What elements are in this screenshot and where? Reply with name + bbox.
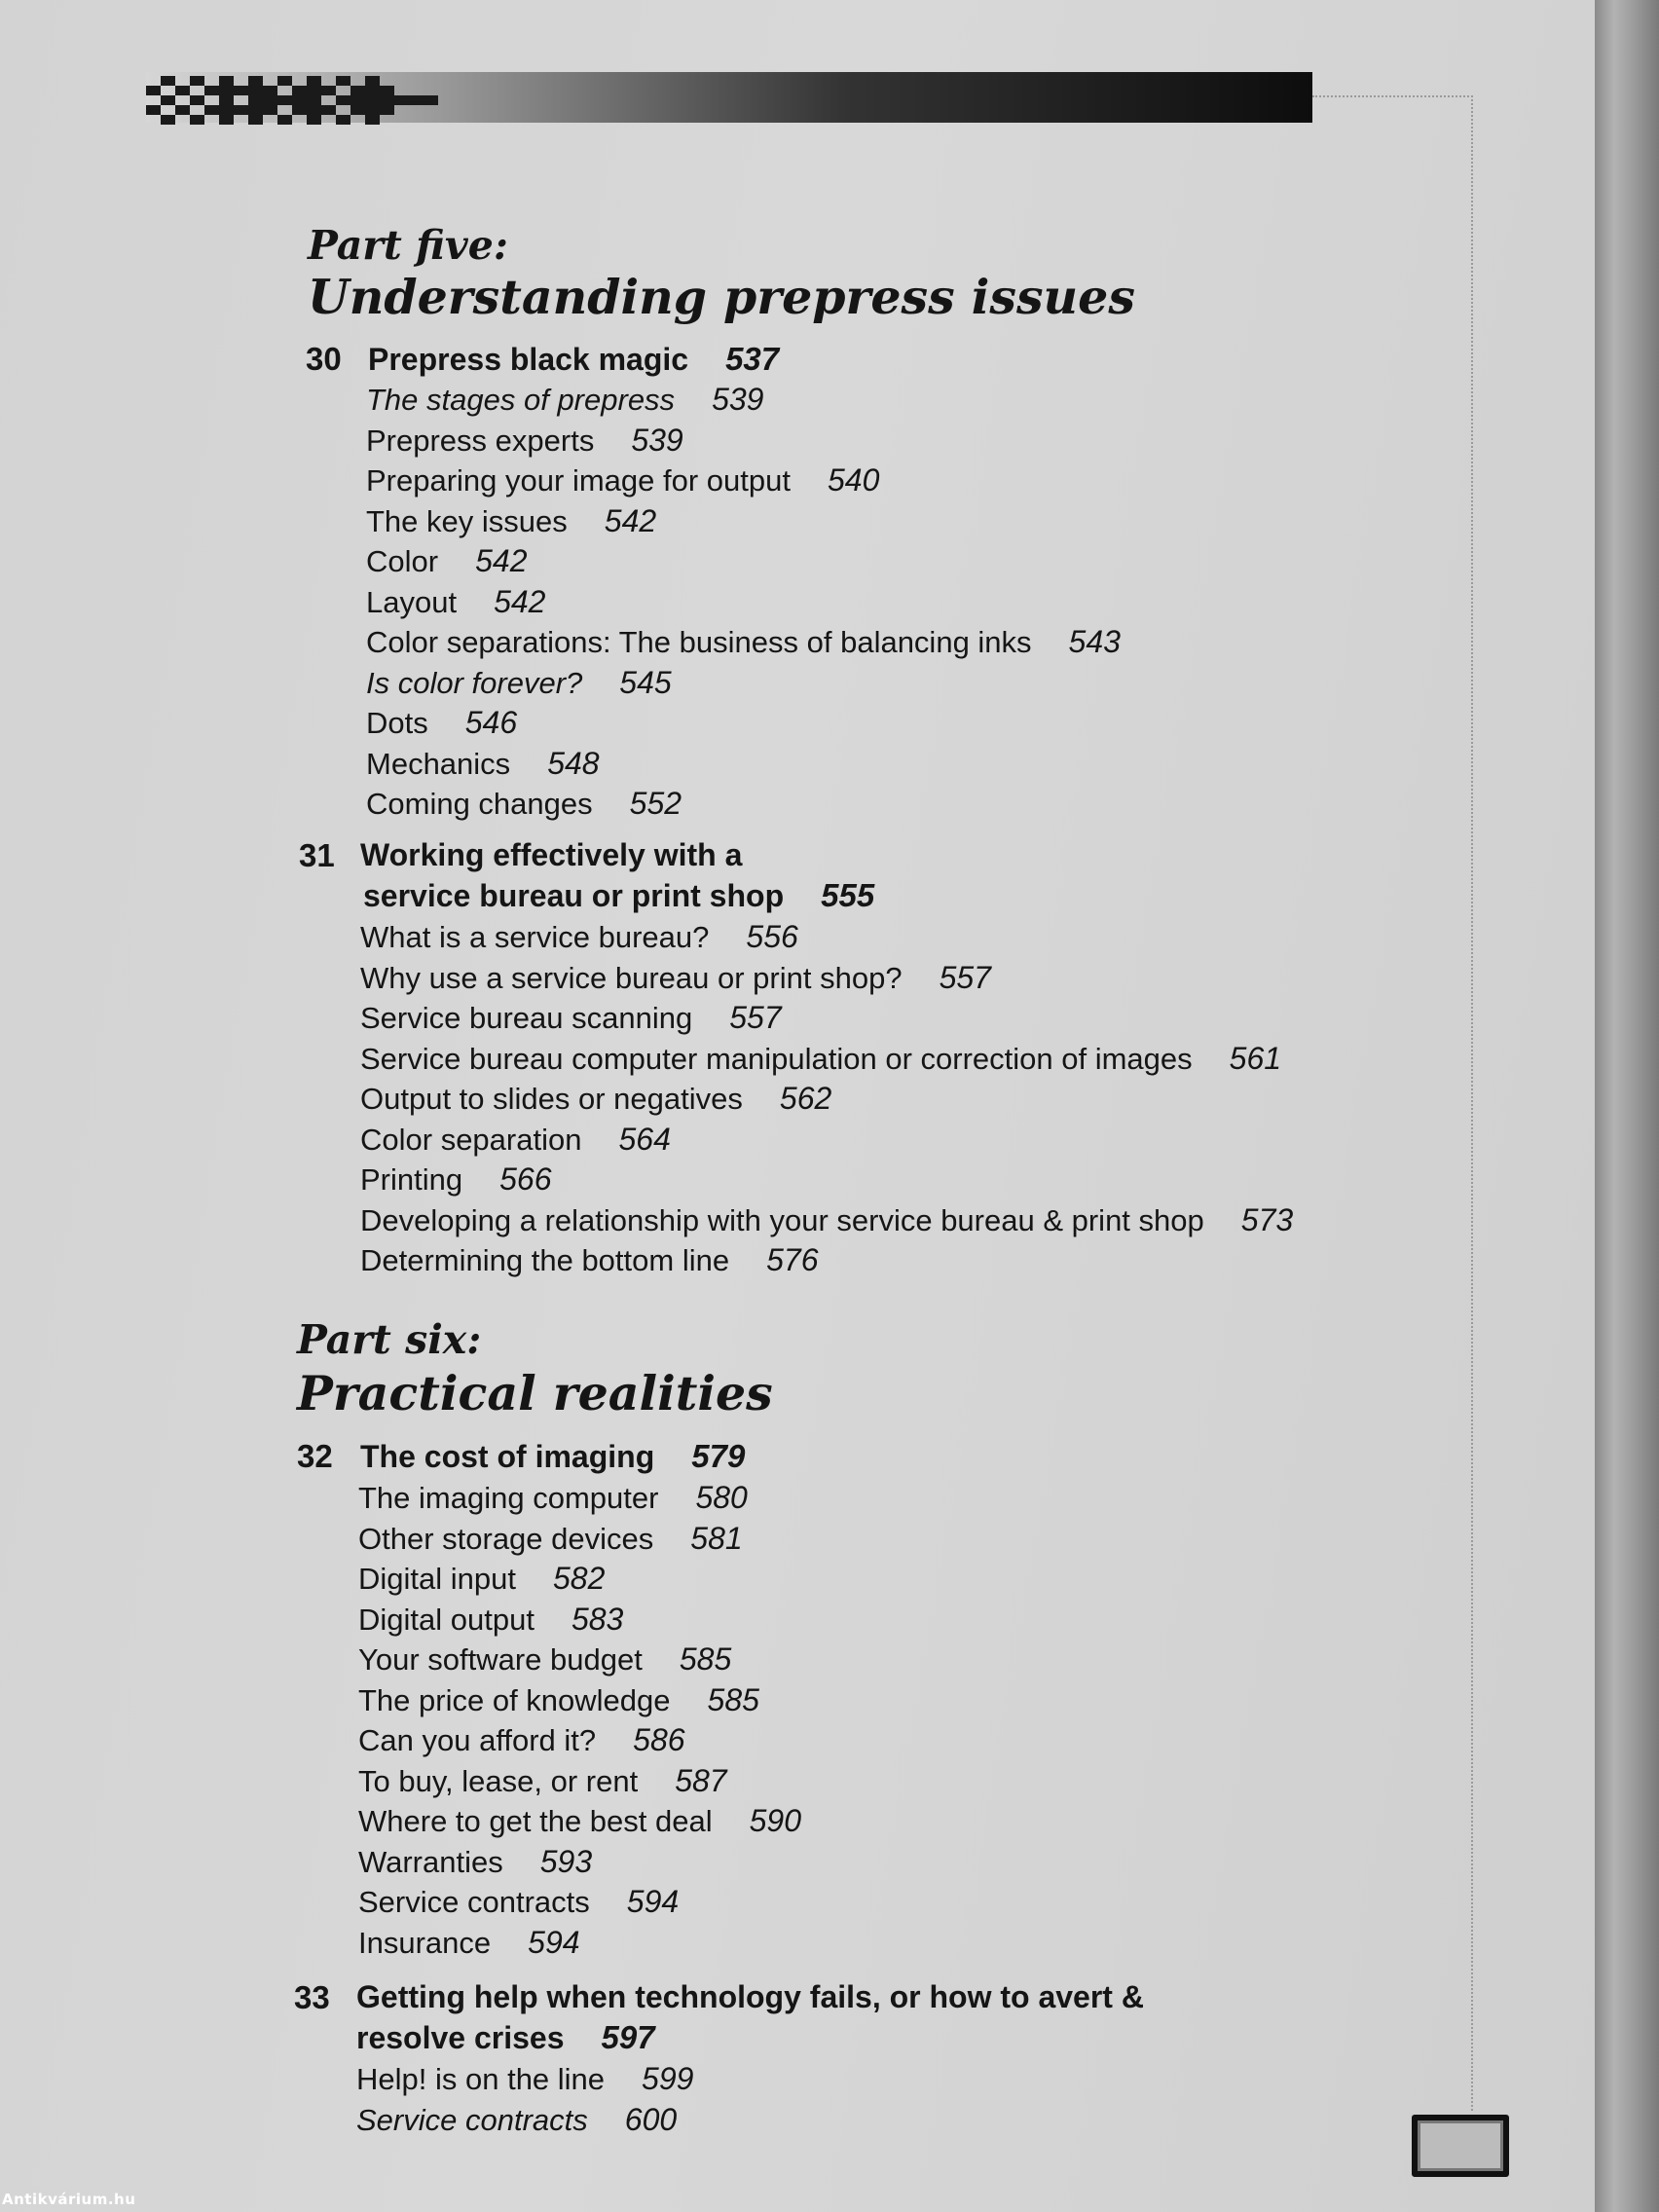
page-number: 539 bbox=[631, 422, 683, 458]
page-number: 552 bbox=[629, 786, 682, 821]
entry-title: What is a service bureau? bbox=[360, 920, 710, 954]
toc-entry bbox=[356, 2102, 677, 2138]
entry-title: Other storage devices bbox=[358, 1521, 654, 1556]
chapter-title-text: Getting help when technology fails, or how to avert & bbox=[356, 1979, 1144, 2014]
entry-title: Is color forever? bbox=[366, 665, 583, 700]
page-number: 557 bbox=[729, 1000, 782, 1035]
entry-title: Service contracts bbox=[356, 2102, 588, 2137]
page-number: 545 bbox=[619, 664, 672, 700]
page-number: 590 bbox=[749, 1803, 802, 1838]
page-number: 548 bbox=[547, 745, 600, 781]
toc-entry bbox=[360, 1161, 552, 1198]
entry-title: Coming changes bbox=[366, 787, 593, 821]
entry-title: Service bureau computer manipulation or correction of images bbox=[360, 1041, 1193, 1076]
toc-entry bbox=[366, 584, 545, 620]
entry-title: Determining the bottom line bbox=[360, 1243, 730, 1277]
entry-title: The price of knowledge bbox=[358, 1682, 671, 1717]
part-title: Understanding prepress issues bbox=[308, 269, 1135, 325]
toc-entry bbox=[366, 503, 656, 539]
watermark: Antikvárium.hu bbox=[2, 2191, 136, 2208]
toc-entry bbox=[360, 1122, 671, 1158]
toc-entry bbox=[358, 1602, 623, 1638]
entry-title: Dots bbox=[366, 706, 428, 740]
page-number: 546 bbox=[464, 705, 518, 740]
page-number: 542 bbox=[475, 543, 528, 578]
page-number: 585 bbox=[707, 1681, 759, 1717]
page-number: 539 bbox=[712, 382, 764, 417]
page-number: 566 bbox=[499, 1161, 552, 1197]
chapter-title-text: resolve crises bbox=[356, 2020, 565, 2055]
entry-title: Your software budget bbox=[358, 1642, 643, 1677]
entry-title: Help! is on the line bbox=[356, 2062, 606, 2096]
toc-entry bbox=[358, 1521, 743, 1557]
entry-title: Insurance bbox=[358, 1925, 492, 1960]
chapter-title bbox=[356, 1979, 1144, 2015]
page-number: 585 bbox=[679, 1641, 732, 1677]
page-number: 581 bbox=[690, 1520, 743, 1556]
toc-entry bbox=[366, 543, 527, 579]
page-number: 597 bbox=[601, 2019, 655, 2055]
page-number: 557 bbox=[939, 959, 991, 995]
page-number: 555 bbox=[821, 877, 875, 913]
entry-title: The key issues bbox=[366, 503, 568, 538]
toc-entry bbox=[366, 462, 879, 498]
entry-title: Where to get the best deal bbox=[358, 1804, 713, 1838]
page-number: 540 bbox=[827, 462, 880, 498]
chapter-title-text: The cost of imaging bbox=[360, 1439, 655, 1474]
part-label: Part six: bbox=[297, 1316, 482, 1363]
part-title: Practical realities bbox=[297, 1365, 773, 1421]
entry-title: To buy, lease, or rent bbox=[358, 1763, 639, 1798]
entry-title: Digital output bbox=[358, 1602, 535, 1637]
entry-title: Service bureau scanning bbox=[360, 1001, 693, 1035]
toc-entry bbox=[358, 1844, 592, 1880]
page-number: 586 bbox=[633, 1722, 685, 1757]
chapter-number: 30 bbox=[306, 341, 342, 377]
toc-entry bbox=[358, 1803, 801, 1839]
toc-entry bbox=[358, 1682, 759, 1718]
toc-entry bbox=[360, 1202, 1293, 1238]
chapter-number: 31 bbox=[299, 837, 335, 873]
chapter-title bbox=[360, 837, 742, 873]
toc-entry bbox=[360, 919, 798, 955]
page-number: 582 bbox=[552, 1561, 606, 1596]
entry-title: The imaging computer bbox=[358, 1481, 659, 1515]
toc-entry bbox=[358, 1884, 679, 1920]
page-number: 573 bbox=[1240, 1201, 1294, 1237]
toc-entry bbox=[360, 1081, 831, 1117]
toc-entry bbox=[358, 1641, 731, 1677]
toc-entry bbox=[360, 1242, 818, 1278]
toc-entry bbox=[366, 423, 683, 459]
entry-title: Mechanics bbox=[366, 746, 511, 781]
entry-title: Output to slides or negatives bbox=[360, 1082, 743, 1116]
entry-title: Printing bbox=[360, 1162, 463, 1197]
chapter-title-text: Working effectively with a bbox=[360, 837, 743, 872]
page-number: 556 bbox=[746, 919, 798, 954]
page-number: 537 bbox=[725, 341, 780, 377]
part-label: Part five: bbox=[308, 222, 508, 269]
chapter-title-text: Prepress black magic bbox=[368, 342, 689, 377]
page-number: 600 bbox=[624, 2101, 678, 2137]
toc-entry bbox=[358, 1722, 685, 1758]
page-number: 593 bbox=[539, 1843, 593, 1879]
chapter-title bbox=[360, 1438, 745, 1475]
page-number: 576 bbox=[766, 1242, 819, 1277]
entry-title: Can you afford it? bbox=[358, 1723, 597, 1757]
chapter-title-text: service bureau or print shop bbox=[363, 878, 785, 913]
page-number: 583 bbox=[571, 1601, 624, 1637]
chapter-title bbox=[363, 877, 874, 914]
toc-entry bbox=[358, 1480, 748, 1516]
book-spine bbox=[1595, 0, 1659, 2212]
entry-title: Color separations: The business of balancing inks bbox=[366, 625, 1032, 659]
toc-entry bbox=[358, 1925, 580, 1961]
toc-entry bbox=[360, 1000, 782, 1036]
toc-entry bbox=[366, 624, 1121, 660]
page-number: 599 bbox=[642, 2061, 694, 2096]
toc-entry bbox=[366, 786, 682, 822]
toc-entry bbox=[366, 705, 517, 741]
toc-entry bbox=[358, 1763, 727, 1799]
page-number: 562 bbox=[779, 1081, 832, 1116]
page-number: 564 bbox=[618, 1121, 671, 1157]
entry-title: Color separation bbox=[360, 1122, 582, 1157]
entry-title: Warranties bbox=[358, 1844, 503, 1879]
chapter-number: 32 bbox=[297, 1438, 333, 1474]
toc-entry bbox=[358, 1561, 605, 1597]
page-number: 579 bbox=[691, 1438, 746, 1474]
page-number: 594 bbox=[528, 1924, 580, 1960]
toc-entry bbox=[360, 960, 991, 996]
toc-entry bbox=[366, 665, 672, 701]
page-number: 542 bbox=[604, 502, 657, 538]
page-number: 587 bbox=[675, 1762, 727, 1798]
entry-title: Developing a relationship with your service bureau & print shop bbox=[360, 1202, 1204, 1237]
toc-entry bbox=[360, 1041, 1281, 1077]
page-number: 561 bbox=[1229, 1040, 1282, 1076]
entry-title: Prepress experts bbox=[366, 423, 595, 458]
page-number: 594 bbox=[626, 1884, 680, 1919]
entry-title: Service contracts bbox=[358, 1885, 590, 1919]
chapter-title bbox=[356, 2019, 655, 2056]
entry-title: Preparing your image for output bbox=[366, 463, 791, 498]
entry-title: Why use a service bureau or print shop? bbox=[360, 960, 903, 995]
toc-entry bbox=[356, 2061, 693, 2097]
chapter-title bbox=[368, 341, 779, 378]
page-number: 543 bbox=[1068, 624, 1121, 659]
toc-entry bbox=[366, 382, 763, 418]
entry-title: The stages of prepress bbox=[366, 383, 676, 417]
entry-title: Layout bbox=[366, 584, 458, 619]
toc-entry bbox=[366, 746, 600, 782]
entry-title: Digital input bbox=[358, 1562, 516, 1596]
chapter-number: 33 bbox=[294, 1979, 330, 2015]
page-number: 542 bbox=[494, 583, 546, 619]
page-number: 580 bbox=[695, 1480, 748, 1515]
entry-title: Color bbox=[366, 544, 439, 578]
